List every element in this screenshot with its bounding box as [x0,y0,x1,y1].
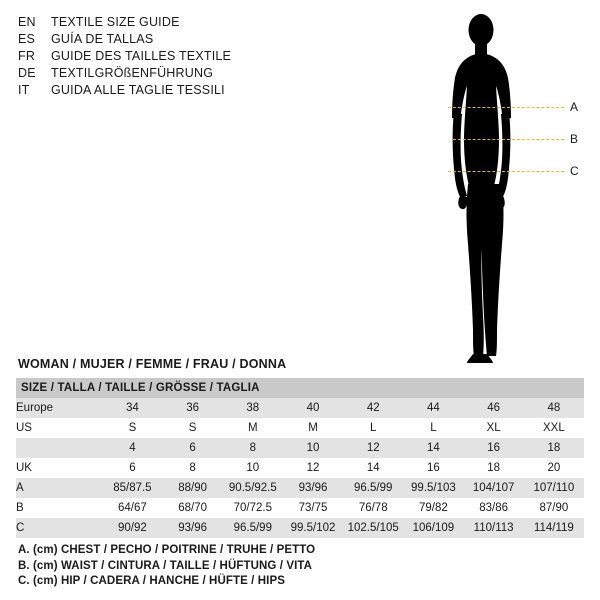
cell: 87/90 [524,498,584,518]
language-title: GUIDE DES TAILLES TEXTILE [51,49,232,63]
cell: L [343,418,403,438]
cell: 107/110 [524,478,584,498]
language-title: GUIDA ALLE TAGLIE TESSILI [51,83,225,97]
row-label: Europe [16,398,102,418]
cell: 70/72.5 [223,498,283,518]
language-row [18,82,348,99]
cell: 12 [283,458,343,478]
cell: XL [464,418,524,438]
language-title-list [18,14,348,99]
cell: 8 [223,438,283,458]
cell: S [163,418,223,438]
cell: 34 [102,398,162,418]
cell: 85/87.5 [102,478,162,498]
cell: 93/96 [283,478,343,498]
cell: 36 [163,398,223,418]
cell: 42 [343,398,403,418]
cell: 8 [163,458,223,478]
marker-label-b: B [570,132,579,146]
cell: 110/113 [464,518,524,538]
row-label: B [16,498,102,518]
dashed-line [453,139,564,140]
legend-line-b: B. (cm) WAIST / CINTURA / TAILLE / HÜFTUNG / VITA [18,559,313,572]
marker-line-a [448,101,590,113]
cell: 38 [223,398,283,418]
cell: 90/92 [102,518,162,538]
cell: 12 [343,438,403,458]
cell: 14 [403,438,463,458]
cell: 40 [283,398,343,418]
language-title: GUÍA DE TALLAS [51,32,154,46]
cell: 48 [524,398,584,418]
table-header-row [16,378,584,398]
cell: 83/86 [464,498,524,518]
cell: 114/119 [524,518,584,538]
cell: XXL [524,418,584,438]
marker-label-a: A [570,100,579,114]
language-row [18,31,348,48]
table-caption: WOMAN / MUJER / FEMME / FRAU / DONNA [18,357,287,371]
cell: 106/109 [403,518,463,538]
cell: 14 [343,458,403,478]
marker-line-c [448,165,590,177]
cell: 99.5/103 [403,478,463,498]
size-table [16,378,584,538]
cell: 18 [524,438,584,458]
cell: 99.5/102 [283,518,343,538]
measurement-legend [18,543,315,590]
cell: 10 [223,458,283,478]
dashed-line [448,171,564,172]
cell: 20 [524,458,584,478]
cell: 44 [403,398,463,418]
cell: 79/82 [403,498,463,518]
cell: 73/75 [283,498,343,518]
language-row [18,14,348,31]
language-row [18,65,348,82]
cell: 18 [464,458,524,478]
cell: 96.5/99 [223,518,283,538]
cell: S [102,418,162,438]
language-code: EN [18,15,36,29]
cell: 96.5/99 [343,478,403,498]
cell: 104/107 [464,478,524,498]
table-row [16,498,584,518]
cell: 4 [102,438,162,458]
cell: 16 [403,458,463,478]
language-code: FR [18,49,36,63]
cell: 64/67 [102,498,162,518]
cell: M [223,418,283,438]
language-title: TEXTILGRÖßENFÜHRUNG [51,66,214,80]
row-label: A [16,478,102,498]
row-label: C [16,518,102,538]
table-header-label: SIZE / TALLA / TAILLE / GRÖSSE / TAGLIA [16,378,584,398]
language-row [18,48,348,65]
row-label [16,438,102,458]
language-code: DE [18,66,36,80]
cell: 93/96 [163,518,223,538]
language-title: TEXTILE SIZE GUIDE [51,15,180,29]
cell: 102.5/105 [343,518,403,538]
table-row [16,438,584,458]
cell: 68/70 [163,498,223,518]
table-row [16,478,584,498]
cell: 6 [163,438,223,458]
cell: 46 [464,398,524,418]
female-silhouette-figure [430,8,590,373]
cell: 10 [283,438,343,458]
dashed-line [448,107,564,108]
cell: 6 [102,458,162,478]
legend-line-a: A. (cm) CHEST / PECHO / POITRINE / TRUHE / PETTO [18,544,316,556]
table-row [16,458,584,478]
row-label: UK [16,458,102,478]
table-row [16,418,584,438]
female-body-icon [430,8,590,373]
marker-label-c: C [570,164,579,178]
marker-line-b [453,133,590,145]
cell: 90.5/92.5 [223,478,283,498]
cell: M [283,418,343,438]
cell: 88/90 [163,478,223,498]
legend-line-c: C. (cm) HIP / CADERA / HANCHE / HÜFTE / HIPS [18,575,286,587]
cell: 76/78 [343,498,403,518]
language-code: IT [18,83,30,97]
cell: 16 [464,438,524,458]
row-label: US [16,418,102,438]
table-row [16,398,584,418]
cell: L [403,418,463,438]
table-row [16,518,584,538]
language-code: ES [18,32,36,46]
